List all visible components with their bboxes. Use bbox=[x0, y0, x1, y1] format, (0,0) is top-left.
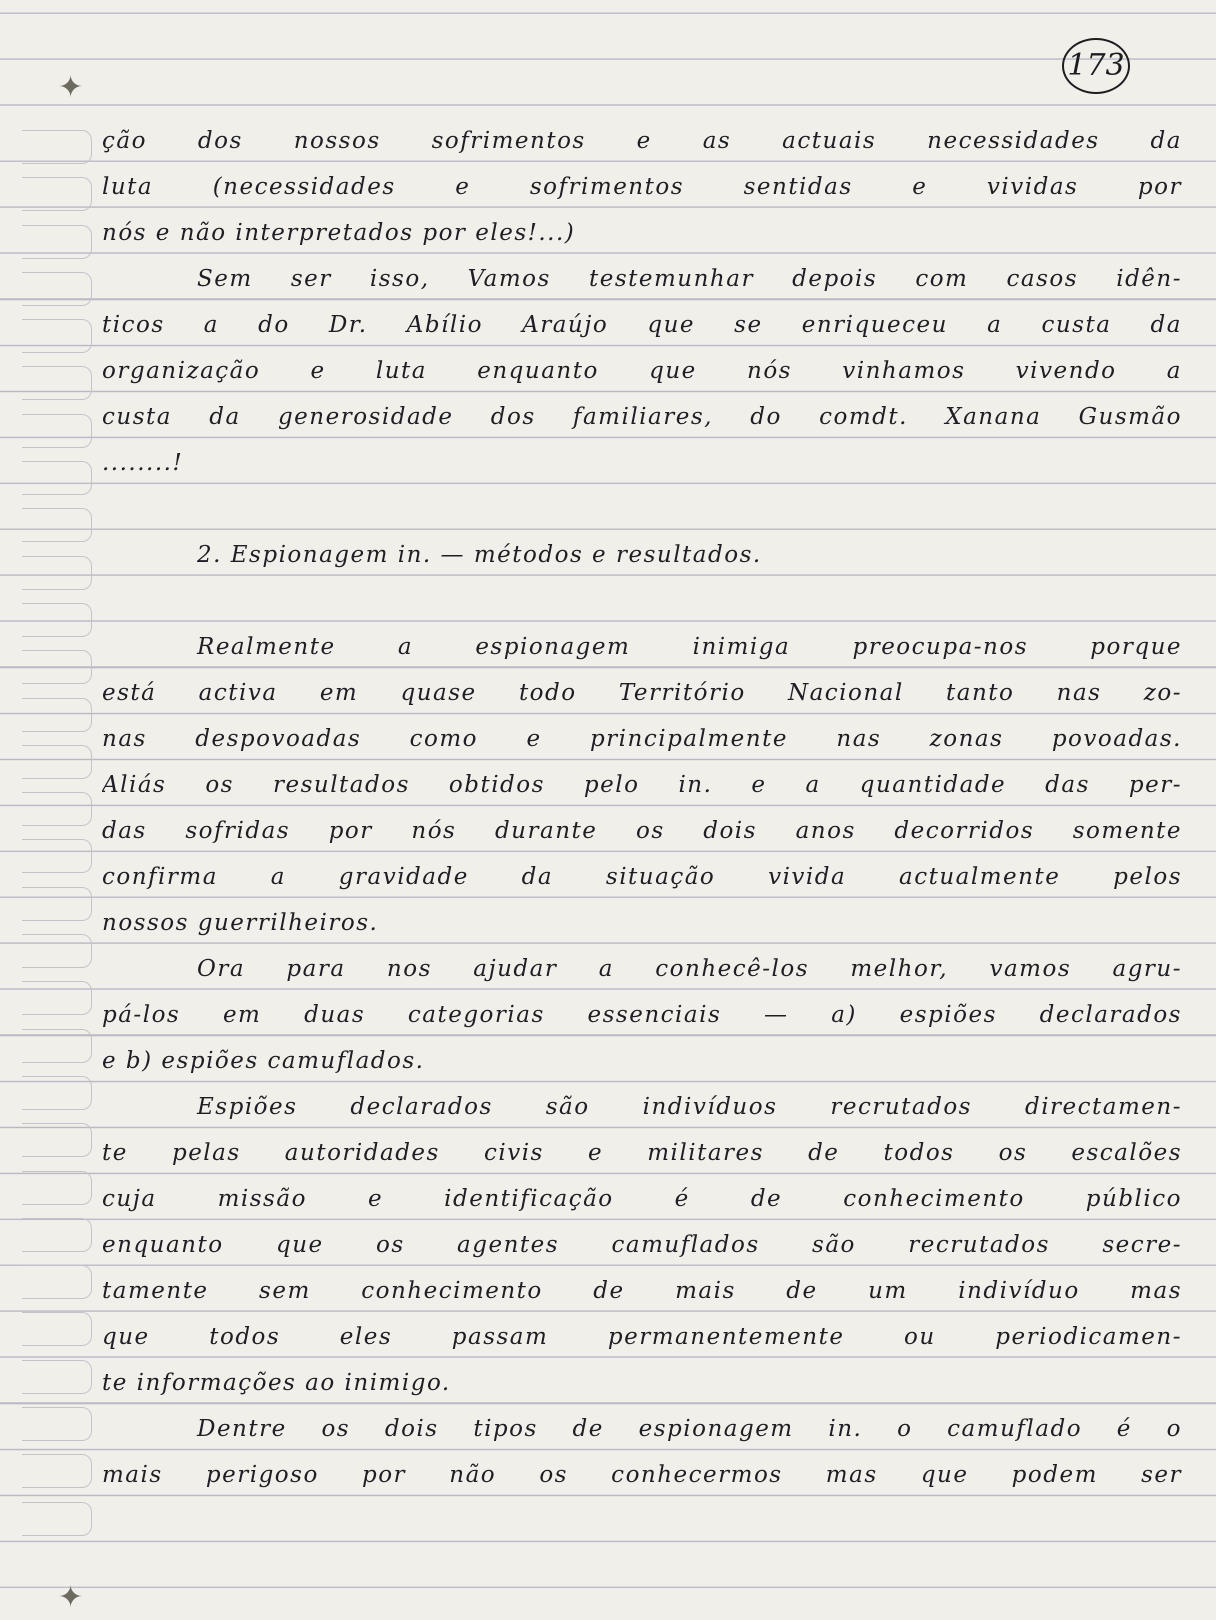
handwritten-text bbox=[102, 118, 1182, 1498]
text-line: está activa em quase todo Território Nacional tanto nas zo- bbox=[102, 680, 1182, 706]
text-line: tamente sem conhecimento de mais de um indivíduo mas bbox=[102, 1278, 1182, 1304]
text-line: confirma a gravidade da situação vivida actualmente pelos bbox=[102, 864, 1182, 890]
text-line: organização e luta enquanto que nós vinhamos vivendo a bbox=[102, 358, 1182, 384]
margin-tab bbox=[22, 1360, 92, 1394]
margin-tab bbox=[22, 1171, 92, 1205]
margin-tab bbox=[22, 1076, 92, 1110]
text-line: nós e não interpretados por eles!...) bbox=[102, 220, 576, 246]
text-line: ção dos nossos sofrimentos e as actuais necessidades da bbox=[102, 128, 1182, 154]
text-line: Dentre os dois tipos de espionagem in. o camuflado é o bbox=[197, 1416, 1182, 1442]
pencil-mark: ✦ bbox=[58, 70, 84, 105]
text-line: luta (necessidades e sofrimentos sentidas e vividas por bbox=[102, 174, 1182, 200]
text-line: Realmente a espionagem inimiga preocupa-nos porque bbox=[197, 634, 1182, 660]
text-line: Sem ser isso, Vamos testemunhar depois com casos idên- bbox=[197, 266, 1182, 292]
margin-tab bbox=[22, 272, 92, 306]
margin-tab bbox=[22, 225, 92, 259]
text-line: das sofridas por nós durante os dois anos decorridos somente bbox=[102, 818, 1182, 844]
page-number: 173 bbox=[1062, 38, 1130, 94]
margin-tab bbox=[22, 508, 92, 542]
text-line: enquanto que os agentes camuflados são recrutados secre- bbox=[102, 1232, 1182, 1258]
text-line: pá-los em duas categorias essenciais — a) espiões declarados bbox=[102, 1002, 1182, 1028]
text-line: cuja missão e identificação é de conhecimento público bbox=[102, 1186, 1182, 1212]
pencil-mark: ✦ bbox=[58, 1580, 84, 1615]
margin-tab bbox=[22, 792, 92, 826]
text-line: nas despovoadas como e principalmente nas zonas povoadas. bbox=[102, 726, 1182, 752]
margin-tab bbox=[22, 745, 92, 779]
margin-tab bbox=[22, 1312, 92, 1346]
margin-tab bbox=[22, 839, 92, 873]
section-heading: 2. Espionagem in. — métodos e resultados. bbox=[197, 542, 762, 568]
margin-tab bbox=[22, 1218, 92, 1252]
margin-tab bbox=[22, 603, 92, 637]
text-line: custa da generosidade dos familiares, do comdt. Xanana Gusmão bbox=[102, 404, 1182, 430]
margin-tab bbox=[22, 934, 92, 968]
margin-tab bbox=[22, 461, 92, 495]
blank-line bbox=[102, 486, 1182, 532]
text-line: mais perigoso por não os conhecermos mas que podem ser bbox=[102, 1462, 1182, 1488]
margin-tabs bbox=[22, 130, 92, 1549]
margin-tab bbox=[22, 1123, 92, 1157]
margin-tab bbox=[22, 130, 92, 164]
margin-tab bbox=[22, 1502, 92, 1536]
text-line: Ora para nos ajudar a conhecê-los melhor, vamos agru- bbox=[197, 956, 1182, 982]
margin-tab bbox=[22, 366, 92, 400]
blank-line bbox=[102, 578, 1182, 624]
margin-tab bbox=[22, 698, 92, 732]
margin-tab bbox=[22, 177, 92, 211]
text-line: te pelas autoridades civis e militares de todos os escalões bbox=[102, 1140, 1182, 1166]
text-line: nossos guerrilheiros. bbox=[102, 910, 379, 936]
text-line: e b) espiões camuflados. bbox=[102, 1048, 425, 1074]
margin-tab bbox=[22, 887, 92, 921]
text-line: ticos a do Dr. Abílio Araújo que se enriqueceu a custa da bbox=[102, 312, 1182, 338]
margin-tab bbox=[22, 1029, 92, 1063]
margin-tab bbox=[22, 556, 92, 590]
text-line: ........! bbox=[102, 450, 184, 476]
margin-tab bbox=[22, 414, 92, 448]
text-line: Aliás os resultados obtidos pelo in. e a quantidade das per- bbox=[102, 772, 1182, 798]
text-line: te informações ao inimigo. bbox=[102, 1370, 451, 1396]
margin-tab bbox=[22, 650, 92, 684]
text-line: que todos eles passam permanentemente ou periodicamen- bbox=[102, 1324, 1182, 1350]
margin-tab bbox=[22, 1265, 92, 1299]
margin-tab bbox=[22, 981, 92, 1015]
margin-tab bbox=[22, 1454, 92, 1488]
text-line: Espiões declarados são indivíduos recrutados directamen- bbox=[197, 1094, 1182, 1120]
margin-tab bbox=[22, 1407, 92, 1441]
margin-tab bbox=[22, 319, 92, 353]
